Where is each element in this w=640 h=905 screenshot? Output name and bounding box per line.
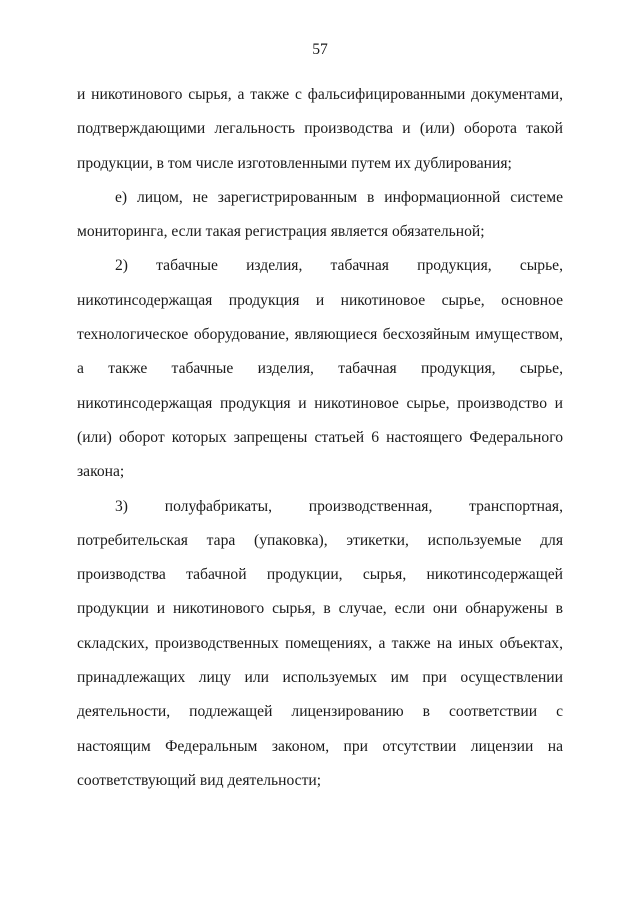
paragraph-continuation: и никотинового сырья, а также с фальсифицированными документами, подтверждающими легальность производства и (или) оборота такой продукции, в том числе изготовленными путем их дублирования; — [77, 86, 563, 172]
paragraph-item-3: 3) полуфабрикаты, производственная, транспортная, потребительская тара (упаковка), этикетки, используемые для производства табачной продукции, сырья, никотинсодержащей продукции и никотинового сырья, в случае, если они обнаружены в складских, производственных помещениях, а также на иных объектах, принадлежащих лицу или используемых им при осуществлении деятельности, подлежащей лицензированию в соответствии с настоящим Федеральным законом, при отсутствии лицензии на соответствующий вид деятельности; — [77, 497, 563, 789]
page-number: 57 — [312, 41, 328, 58]
body-text — [77, 78, 563, 798]
paragraph-item-2: 2) табачные изделия, табачная продукция, сырье, никотинсодержащая продукция и никотиновое сырье, основное технологическое оборудование, являющиеся бесхозяйным имуществом, а также табачные изделия, табачная продукция, сырье, никотинсодержащая продукция и никотиновое сырье, производство и (или) оборот которых запрещены статьей 6 настоящего Федерального закона; — [77, 257, 563, 481]
paragraph-item-e: е) лицом, не зарегистрированным в информационной системе мониторинга, если такая регистрация является обязательной; — [77, 188, 563, 241]
